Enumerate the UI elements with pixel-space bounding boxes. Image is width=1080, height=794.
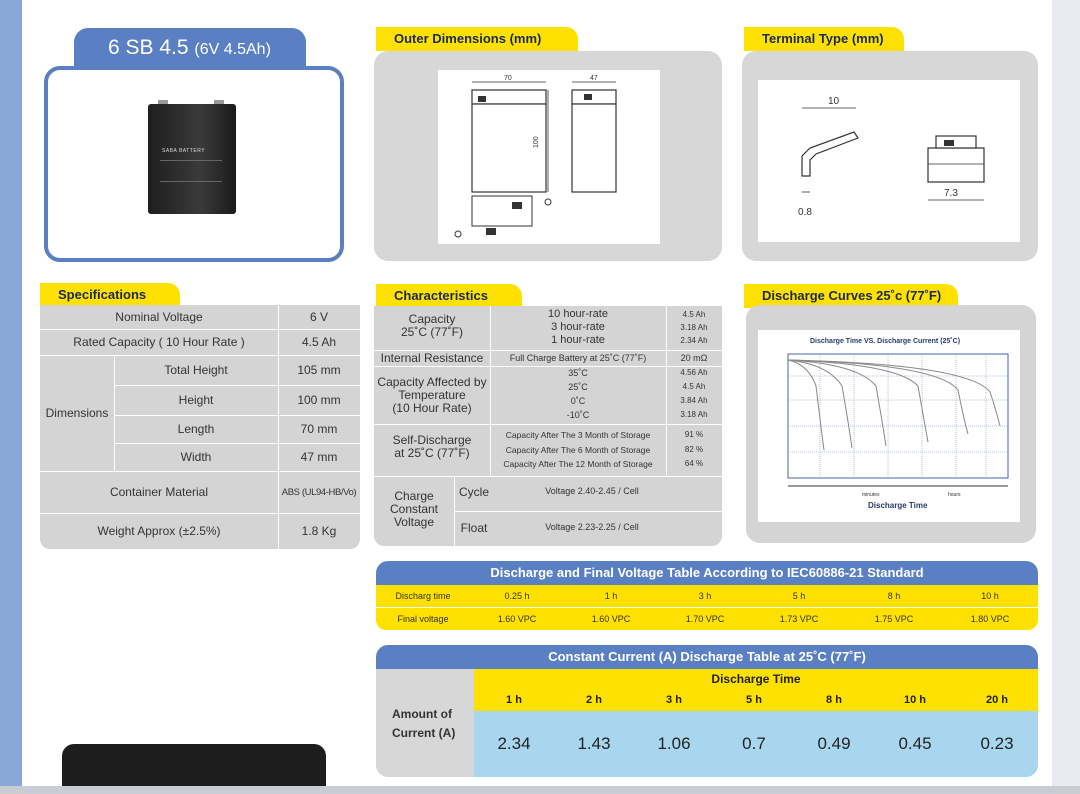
temp-value-25: 4.5 Ah	[682, 382, 706, 391]
charge-constant-voltage-label: Charge Constant Voltage	[389, 489, 439, 529]
sd-cond-12m: Capacity After The 12 Month of Storage	[503, 459, 653, 469]
voltage-cell: 1.60 VPC	[591, 614, 631, 624]
time-cell: 0.25 h	[504, 591, 530, 601]
current-value-cell: 2.34	[497, 734, 531, 753]
voltage-cell: 1.60 VPC	[497, 614, 537, 624]
cycle-value: Voltage 2.40-2.45 / Cell	[545, 486, 639, 496]
hour-cell: 8 h	[826, 694, 842, 706]
temp-value-0: 3.84 Ah	[680, 396, 708, 405]
sd-value-6m: 82 %	[684, 444, 704, 454]
voltage-table-voltage-row	[376, 608, 1038, 630]
current-table-title: Constant Current (A) Discharge Table at 25˚C (77˚F)	[376, 645, 1038, 669]
model-name: 6 SB 4.5	[108, 36, 189, 59]
voltage-cell: 1.80 VPC	[970, 614, 1010, 624]
model-rating: (6V 4.5Ah)	[194, 41, 271, 58]
total-height-label: Total Height	[164, 363, 228, 377]
dim-depth-label: 47	[590, 75, 598, 82]
curve-xlabel: Discharge Time	[868, 501, 928, 510]
hour-cell: 5 h	[746, 694, 762, 706]
length-value: 70 mm	[300, 422, 338, 436]
final-voltage-label: Final voltage	[397, 614, 449, 624]
hour-cell: 2 h	[586, 694, 602, 706]
temperature-capacity-label: Capacity Affected by Temperature (10 Hour Rate)	[377, 375, 487, 415]
current-table-left	[376, 669, 474, 777]
characteristics-table	[374, 306, 722, 546]
capacity-label: Capacity 25˚C (77˚F)	[400, 312, 463, 339]
dim-width-label: 70	[504, 75, 512, 82]
current-value-cell: 0.45	[898, 734, 932, 753]
temp-cond-35: 35˚C	[568, 368, 588, 378]
capacity-value-3h: 3.18 Ah	[680, 323, 708, 332]
terminal-drawing	[758, 80, 1020, 242]
hour-cell: 20 h	[985, 694, 1008, 706]
container-material-value: ABS (UL94-HB/Vo)	[281, 486, 357, 498]
internal-resistance-value: 20 mΩ	[680, 353, 708, 363]
sd-cond-3m: Capacity After The 3 Month of Storage	[505, 430, 651, 440]
capacity-value-1h: 2.34 Ah	[680, 336, 708, 345]
curve-plot	[758, 330, 1020, 522]
time-cell: 5 h	[792, 591, 806, 601]
discharge-curves-tab: Discharge Curves 25˚c (77˚F)	[744, 284, 958, 308]
time-cell: 10 h	[981, 591, 999, 601]
rated-capacity-value: 4.5 Ah	[301, 335, 337, 349]
time-cell: 8 h	[887, 591, 901, 601]
temp-cond-0: 0˚C	[570, 396, 586, 406]
total-height-value: 105 mm	[297, 363, 341, 377]
current-table-hours-row	[474, 689, 1038, 711]
time-cell: 3 h	[698, 591, 712, 601]
height-label: Height	[178, 393, 214, 407]
hour-cell: 10 h	[903, 694, 926, 706]
battery-terminal-right	[214, 100, 224, 104]
container-material-label: Container Material	[109, 485, 209, 499]
sd-value-12m: 64 %	[684, 459, 704, 468]
current-value-cell: 1.43	[577, 734, 611, 753]
left-accent-bar	[0, 0, 22, 794]
time-cell: 1 h	[604, 591, 618, 601]
current-value-cell: 1.06	[657, 734, 691, 753]
rated-capacity-label: Rated Capacity ( 10 Hour Rate )	[73, 335, 245, 349]
sd-cond-6m: Capacity After The 6 Month of Storage	[505, 444, 651, 455]
current-value-cell: 0.23	[980, 734, 1014, 753]
terminal-top-label: 10	[828, 96, 840, 107]
temp-cond-minus10: -10˚C	[566, 410, 590, 420]
discharge-time-label: Discharg time	[395, 591, 451, 601]
voltage-table-title: Discharge and Final Voltage Table According to IEC60886-21 Standard	[376, 561, 1038, 585]
hour-cell: 1 h	[506, 694, 522, 706]
capacity-value-10h: 4.5 Ah	[682, 310, 706, 319]
voltage-cell: 1.73 VPC	[779, 614, 819, 624]
terminal-type-tab: Terminal Type (mm)	[744, 27, 904, 51]
product-title	[74, 28, 306, 68]
specifications-table	[40, 305, 360, 549]
bottom-bar	[0, 786, 1080, 794]
voltage-cell: 1.75 VPC	[874, 614, 914, 624]
dimensions-label: Dimensions	[45, 406, 109, 420]
terminal-width-label: 7.3	[944, 188, 958, 199]
battery-label-stripe	[160, 160, 222, 182]
nominal-voltage-value: 6 V	[309, 310, 328, 324]
amount-of-current-label: Amount of Current (A)	[392, 707, 456, 740]
weight-value: 1.8 Kg	[301, 524, 337, 538]
float-label: Float	[460, 521, 488, 535]
length-label: Length	[177, 422, 215, 436]
internal-resistance-condition: Full Charge Battery at 25˚C (77˚F)	[509, 353, 647, 363]
dim-height-label: 100	[533, 136, 540, 148]
discharge-curves-chart	[758, 330, 1020, 522]
temp-cond-25: 25˚C	[568, 382, 588, 392]
curve-minutes-label: minutes	[862, 492, 880, 498]
battery-brand-label: SABA BATTERY	[162, 148, 206, 154]
current-table-values-row	[474, 711, 1038, 777]
voltage-cell: 1.70 VPC	[685, 614, 725, 624]
curve-hours-label: hours	[948, 492, 961, 498]
battery-terminal-left	[158, 100, 168, 104]
width-value: 47 mm	[300, 450, 338, 464]
self-discharge-label: Self-Discharge at 25˚C (77˚F)	[392, 433, 472, 460]
width-label: Width	[180, 450, 212, 464]
current-value-cell: 0.7	[742, 734, 766, 753]
internal-resistance-label: Internal Resistance	[380, 351, 484, 365]
cycle-label: Cycle	[458, 485, 489, 499]
capacity-rate-10h: 10 hour-rate	[548, 308, 608, 320]
nominal-voltage-label: Nominal Voltage	[115, 310, 203, 324]
capacity-rate-3h: 3 hour-rate	[551, 321, 605, 333]
curve-title: Discharge Time VS. Discharge Current (25˚C)	[810, 338, 961, 345]
right-margin-bar	[1052, 0, 1080, 794]
terminal-thickness-label: 0.8	[798, 207, 812, 218]
outer-dimensions-tab: Outer Dimensions (mm)	[376, 27, 578, 51]
height-value: 100 mm	[297, 393, 341, 407]
hour-cell: 3 h	[666, 694, 682, 706]
current-value-cell: 0.49	[817, 734, 851, 753]
specifications-tab: Specifications	[40, 283, 180, 307]
characteristics-tab: Characteristics	[376, 284, 522, 308]
sd-value-3m: 91 %	[684, 430, 704, 439]
outer-dimensions-drawing	[438, 70, 660, 244]
temp-value-minus10: 3.18 Ah	[680, 410, 708, 419]
voltage-table-divider	[376, 607, 1038, 608]
weight-label: Weight Approx (±2.5%)	[97, 524, 221, 538]
discharge-time-subheader: Discharge Time	[474, 669, 1038, 689]
float-value: Voltage 2.23-2.25 / Cell	[545, 522, 639, 532]
voltage-table-time-row	[376, 585, 1038, 607]
capacity-rate-1h: 1 hour-rate	[551, 334, 605, 346]
temp-value-35: 4.56 Ah	[680, 368, 708, 377]
battery-image	[148, 104, 236, 214]
